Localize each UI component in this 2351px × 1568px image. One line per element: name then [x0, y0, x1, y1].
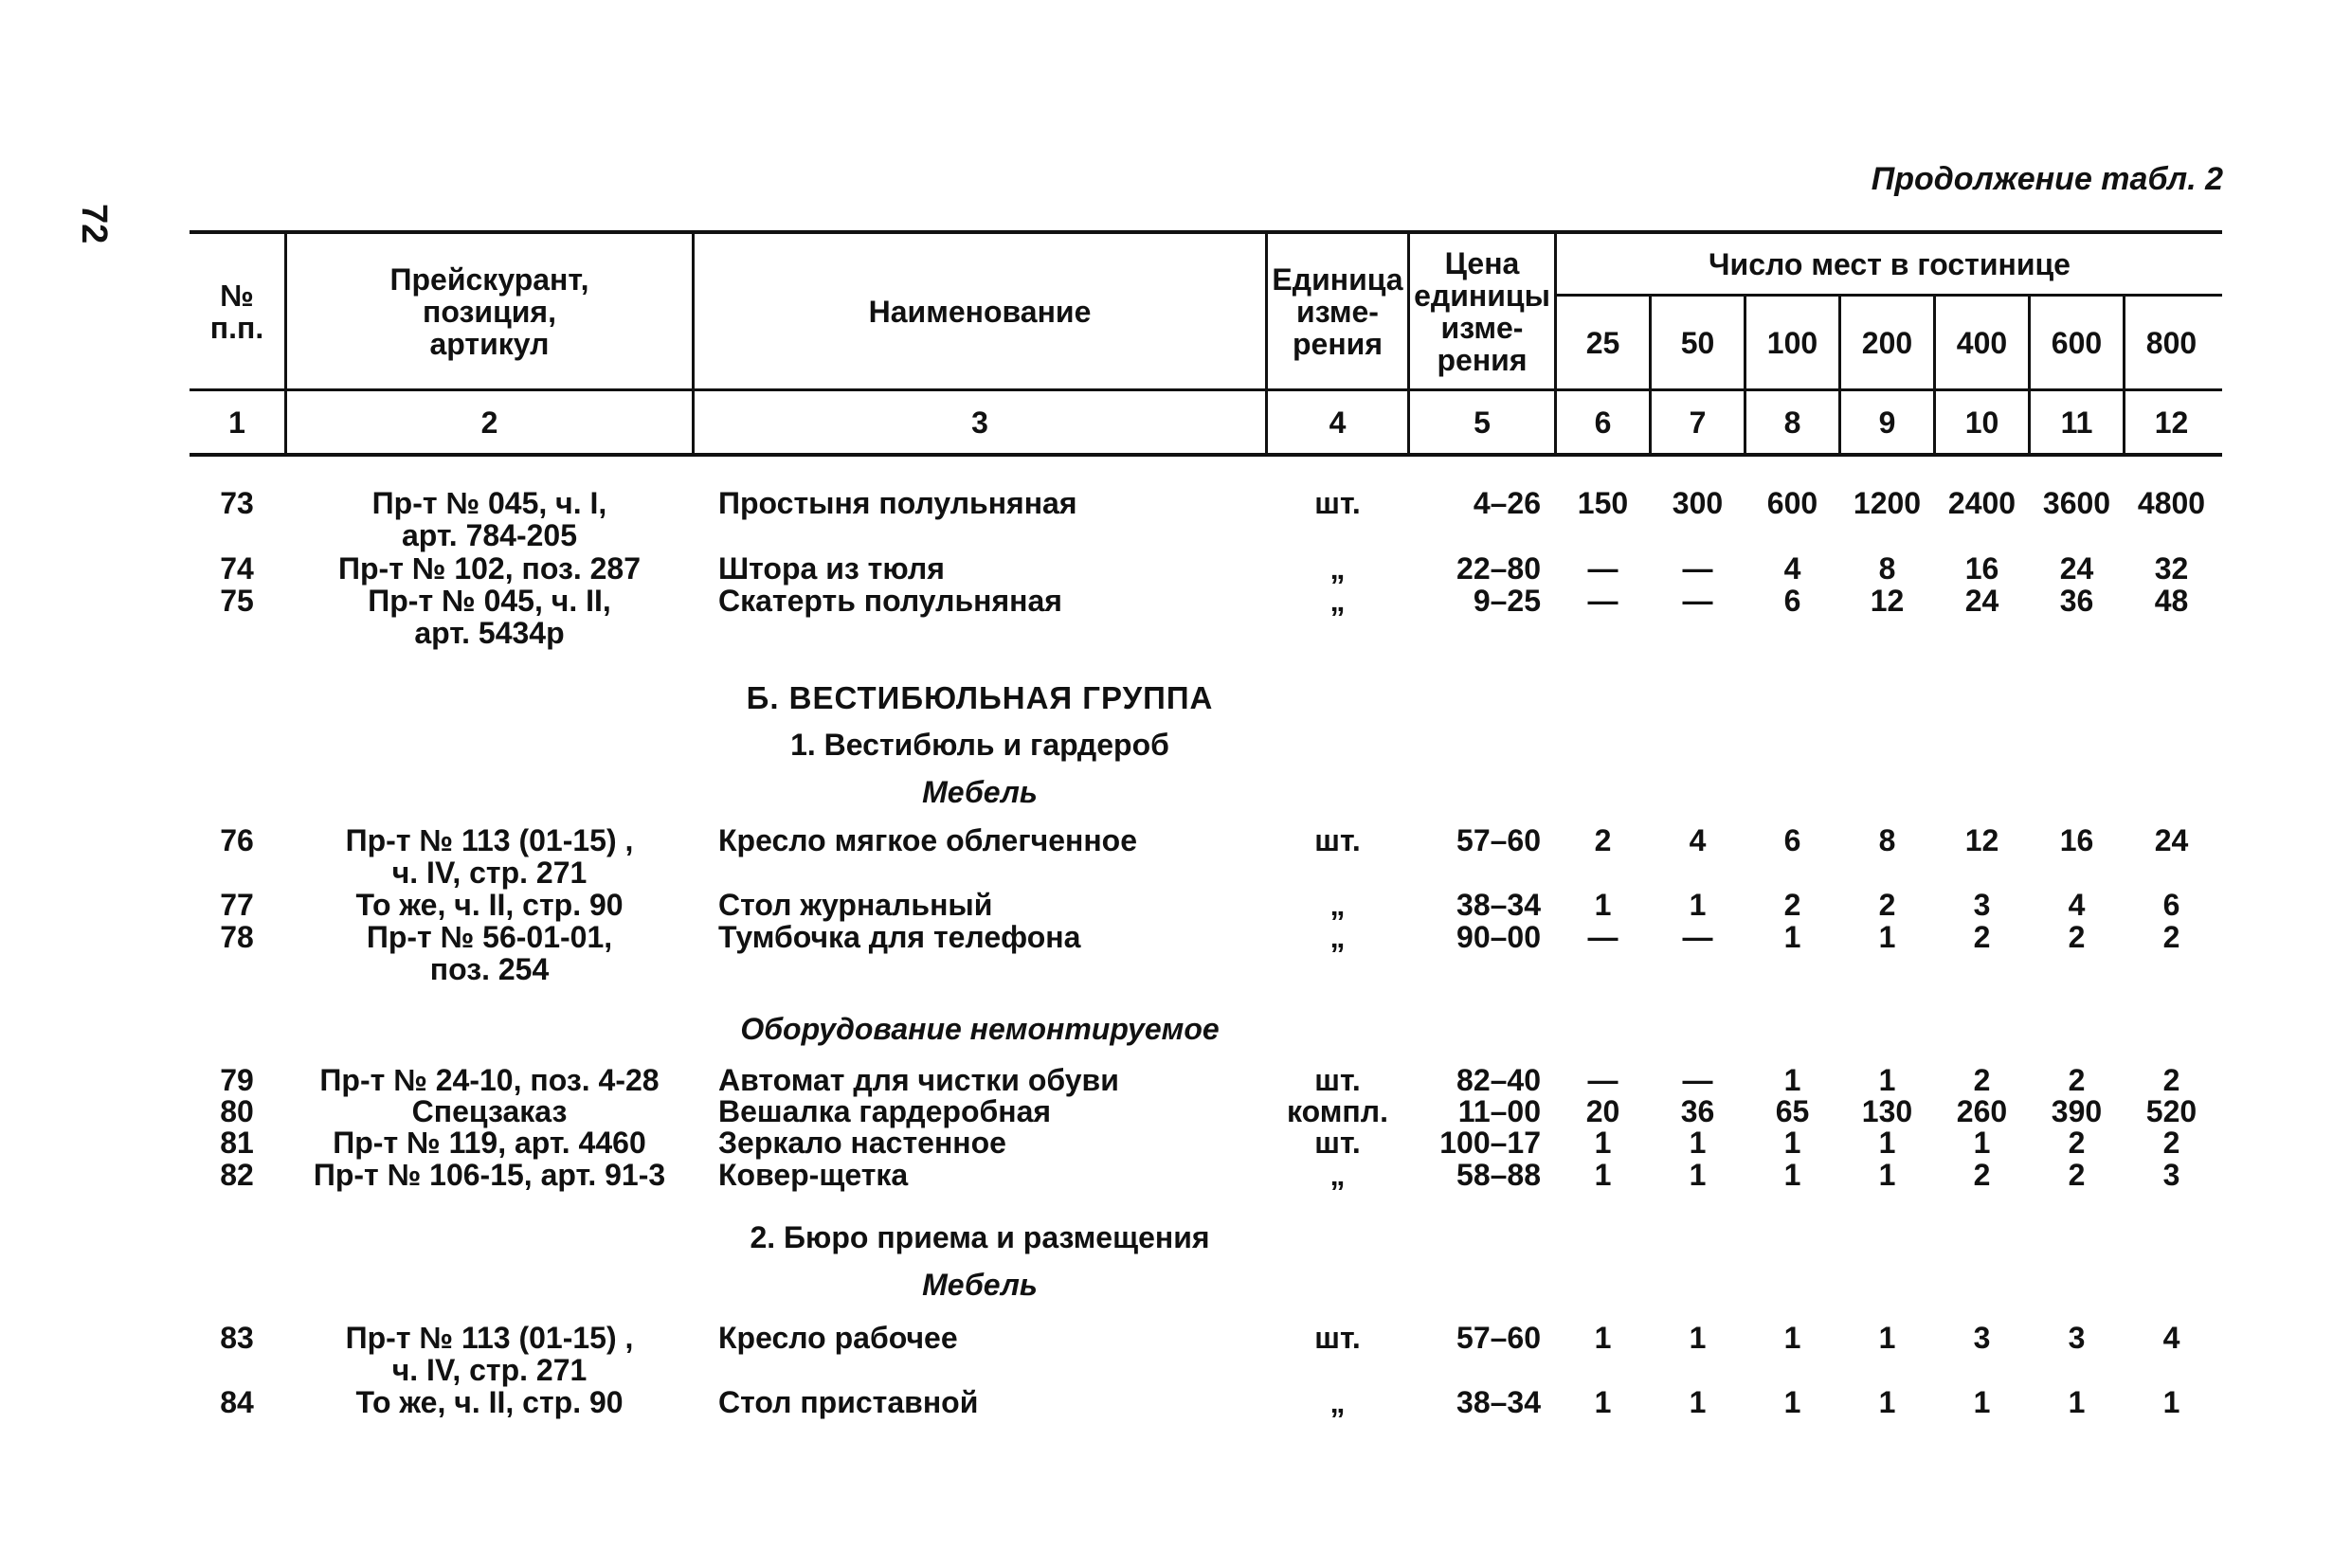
- column-number: 10: [1964, 405, 1999, 440]
- row-pricelist-ref: То же, ч. II, стр. 90: [355, 1385, 624, 1419]
- row-price: 57–60: [1456, 823, 1541, 857]
- row-number: 80: [220, 1094, 254, 1128]
- column-number: 4: [1329, 405, 1347, 440]
- section-b-title: Б. ВЕСТИБЮЛЬНАЯ ГРУППА: [746, 680, 1214, 715]
- row-number: 79: [220, 1063, 254, 1097]
- row-unit: „: [1329, 1158, 1346, 1192]
- row-qty-600: 3: [2068, 1321, 2086, 1355]
- row-price: 58–88: [1456, 1158, 1541, 1192]
- row-qty-800: 1: [2162, 1385, 2180, 1419]
- row-unit: шт.: [1314, 1063, 1361, 1097]
- header-pricelist: Прейскурант, позиция, артикул: [389, 261, 589, 361]
- row-qty-25: 1: [1594, 1385, 1612, 1419]
- row-item-name: Стол журнальный: [718, 888, 993, 922]
- row-pricelist-ref: Пр-т № 113 (01-15) , ч. IV, стр. 271: [345, 823, 634, 890]
- row-qty-100: 1: [1783, 1126, 1801, 1160]
- column-number: 1: [228, 405, 245, 440]
- row-qty-25: 150: [1577, 486, 1629, 520]
- row-qty-400: 2400: [1947, 486, 2016, 520]
- row-qty-600: 2: [2068, 920, 2086, 954]
- column-number: 6: [1594, 405, 1612, 440]
- row-qty-200: 2: [1878, 888, 1896, 922]
- row-qty-600: 4: [2068, 888, 2086, 922]
- row-unit: „: [1329, 551, 1346, 586]
- row-number: 74: [220, 551, 254, 586]
- row-unit: шт.: [1314, 1126, 1361, 1160]
- row-price: 4–26: [1473, 486, 1541, 520]
- column-number: 2: [480, 405, 498, 440]
- row-qty-400: 2: [1973, 920, 1991, 954]
- row-unit: шт.: [1314, 1321, 1361, 1355]
- header-places-50: 50: [1680, 325, 1715, 360]
- column-number: 8: [1783, 405, 1801, 440]
- row-qty-400: 1: [1973, 1126, 1991, 1160]
- header-places-200: 200: [1861, 325, 1913, 360]
- section-b1-title: 1. Вестибюль и гардероб: [790, 728, 1169, 762]
- page-number: 72: [74, 204, 114, 244]
- row-qty-400: 3: [1973, 1321, 1991, 1355]
- row-pricelist-ref: Пр-т № 113 (01-15) , ч. IV, стр. 271: [345, 1321, 634, 1387]
- section-b1-furniture: Мебель: [922, 775, 1038, 809]
- row-qty-50: —: [1682, 920, 1713, 954]
- row-qty-800: 520: [2145, 1094, 2197, 1128]
- row-qty-600: 24: [2059, 551, 2094, 586]
- row-price: 9–25: [1473, 584, 1541, 618]
- row-item-name: Ковер-щетка: [718, 1158, 909, 1192]
- row-item-name: Вешалка гардеробная: [718, 1094, 1052, 1128]
- row-qty-50: —: [1682, 551, 1713, 586]
- row-qty-200: 1: [1878, 1385, 1896, 1419]
- row-qty-25: 1: [1594, 888, 1612, 922]
- section-b2-title: 2. Бюро приема и размещения: [750, 1220, 1210, 1254]
- row-qty-100: 1: [1783, 1063, 1801, 1097]
- row-qty-100: 65: [1775, 1094, 1810, 1128]
- row-qty-200: 1: [1878, 1158, 1896, 1192]
- row-qty-600: 390: [2051, 1094, 2103, 1128]
- row-number: 83: [220, 1321, 254, 1355]
- row-qty-25: 1: [1594, 1321, 1612, 1355]
- row-qty-200: 12: [1870, 584, 1905, 618]
- row-qty-25: 1: [1594, 1158, 1612, 1192]
- table-caption: Продолжение табл. 2: [1871, 161, 2223, 197]
- header-places-title: Число мест в гостинице: [1709, 246, 2071, 281]
- section-b2-furniture: Мебель: [922, 1268, 1038, 1302]
- row-qty-100: 1: [1783, 1385, 1801, 1419]
- row-qty-50: 1: [1689, 888, 1707, 922]
- row-number: 75: [220, 584, 254, 618]
- row-qty-400: 2: [1973, 1158, 1991, 1192]
- row-qty-200: 8: [1878, 823, 1896, 857]
- row-qty-200: 1: [1878, 1063, 1896, 1097]
- row-qty-800: 32: [2154, 551, 2189, 586]
- row-qty-600: 2: [2068, 1063, 2086, 1097]
- row-qty-50: 300: [1672, 486, 1724, 520]
- row-unit: „: [1329, 584, 1346, 618]
- row-qty-400: 16: [1964, 551, 1999, 586]
- row-qty-600: 36: [2059, 584, 2094, 618]
- row-qty-800: 4: [2162, 1321, 2180, 1355]
- row-qty-600: 2: [2068, 1126, 2086, 1160]
- row-qty-50: 1: [1689, 1158, 1707, 1192]
- row-qty-100: 6: [1783, 584, 1801, 618]
- row-qty-400: 2: [1973, 1063, 1991, 1097]
- row-unit: „: [1329, 888, 1346, 922]
- colnum-bottom-rule: [190, 453, 2222, 457]
- row-qty-50: —: [1682, 584, 1713, 618]
- column-number: 5: [1474, 405, 1491, 440]
- row-qty-25: —: [1587, 1063, 1619, 1097]
- row-qty-800: 3: [2162, 1158, 2180, 1192]
- row-qty-400: 3: [1973, 888, 1991, 922]
- row-number: 81: [220, 1126, 254, 1160]
- row-qty-800: 2: [2162, 1063, 2180, 1097]
- column-number: 12: [2154, 405, 2189, 440]
- row-qty-25: —: [1587, 920, 1619, 954]
- row-number: 76: [220, 823, 254, 857]
- row-price: 22–80: [1456, 551, 1541, 586]
- row-qty-25: —: [1587, 584, 1619, 618]
- row-qty-800: 2: [2162, 1126, 2180, 1160]
- row-qty-400: 260: [1956, 1094, 2008, 1128]
- row-unit: шт.: [1314, 486, 1361, 520]
- row-qty-50: 4: [1689, 823, 1707, 857]
- row-number: 73: [220, 486, 254, 520]
- row-pricelist-ref: Пр-т № 045, ч. II, арт. 5434р: [368, 584, 611, 650]
- row-qty-50: 1: [1689, 1385, 1707, 1419]
- row-unit: шт.: [1314, 823, 1361, 857]
- row-qty-800: 4800: [2137, 486, 2206, 520]
- row-qty-50: —: [1682, 1063, 1713, 1097]
- row-item-name: Простыня полульняная: [718, 486, 1077, 520]
- row-qty-800: 6: [2162, 888, 2180, 922]
- row-qty-600: 16: [2059, 823, 2094, 857]
- row-price: 90–00: [1456, 920, 1541, 954]
- row-qty-25: 2: [1594, 823, 1612, 857]
- row-pricelist-ref: Пр-т № 106-15, арт. 91-3: [313, 1158, 666, 1192]
- row-item-name: Зеркало настенное: [718, 1126, 1006, 1160]
- row-pricelist-ref: Пр-т № 56-01-01, поз. 254: [366, 920, 613, 986]
- row-qty-800: 2: [2162, 920, 2180, 954]
- row-item-name: Скатерть полульняная: [718, 584, 1062, 618]
- row-qty-400: 1: [1973, 1385, 1991, 1419]
- row-qty-50: 1: [1689, 1321, 1707, 1355]
- row-number: 82: [220, 1158, 254, 1192]
- row-qty-100: 1: [1783, 1158, 1801, 1192]
- row-qty-100: 1: [1783, 1321, 1801, 1355]
- row-qty-50: 36: [1680, 1094, 1715, 1128]
- row-qty-800: 24: [2154, 823, 2189, 857]
- row-qty-600: 3600: [2042, 486, 2111, 520]
- row-price: 38–34: [1456, 888, 1541, 922]
- row-item-name: Кресло рабочее: [718, 1321, 958, 1355]
- row-qty-200: 1: [1878, 920, 1896, 954]
- row-number: 78: [220, 920, 254, 954]
- row-item-name: Штора из тюля: [718, 551, 945, 586]
- row-pricelist-ref: Пр-т № 119, арт. 4460: [333, 1126, 646, 1160]
- column-number: 7: [1689, 405, 1707, 440]
- header-price: Цена единицы изме- рения: [1414, 245, 1550, 377]
- header-places-600: 600: [2051, 325, 2103, 360]
- row-pricelist-ref: Пр-т № 102, поз. 287: [337, 551, 642, 586]
- row-qty-800: 48: [2154, 584, 2189, 618]
- header-places-400: 400: [1956, 325, 2008, 360]
- row-price: 38–34: [1456, 1385, 1541, 1419]
- row-unit: „: [1329, 920, 1346, 954]
- row-qty-25: 1: [1594, 1126, 1612, 1160]
- row-unit: компл.: [1287, 1094, 1388, 1128]
- section-b1-equipment: Оборудование немонтируемое: [740, 1012, 1220, 1046]
- row-pricelist-ref: Пр-т № 045, ч. I, арт. 784-205: [371, 486, 607, 552]
- row-qty-100: 6: [1783, 823, 1801, 857]
- row-qty-25: 20: [1585, 1094, 1620, 1128]
- row-qty-100: 1: [1783, 920, 1801, 954]
- header-num: № п.п.: [209, 278, 264, 345]
- row-qty-25: —: [1587, 551, 1619, 586]
- row-pricelist-ref: То же, ч. II, стр. 90: [355, 888, 624, 922]
- row-pricelist-ref: Пр-т № 24-10, поз. 4-28: [319, 1063, 660, 1097]
- row-qty-200: 1: [1878, 1321, 1896, 1355]
- row-qty-100: 600: [1766, 486, 1818, 520]
- header-places-25: 25: [1585, 325, 1620, 360]
- row-qty-600: 1: [2068, 1385, 2086, 1419]
- header-name: Наименование: [868, 294, 1092, 329]
- row-qty-400: 24: [1964, 584, 1999, 618]
- row-number: 77: [220, 888, 254, 922]
- column-number: 3: [971, 405, 988, 440]
- row-qty-400: 12: [1964, 823, 1999, 857]
- header-places-100: 100: [1766, 325, 1818, 360]
- row-qty-200: 130: [1861, 1094, 1913, 1128]
- row-qty-200: 1200: [1853, 486, 1922, 520]
- column-number: 11: [2060, 405, 2093, 440]
- row-item-name: Тумбочка для телефона: [718, 920, 1081, 954]
- row-price: 57–60: [1456, 1321, 1541, 1355]
- row-price: 100–17: [1439, 1126, 1541, 1160]
- row-qty-600: 2: [2068, 1158, 2086, 1192]
- row-pricelist-ref: Спецзаказ: [411, 1094, 568, 1128]
- row-qty-200: 8: [1878, 551, 1896, 586]
- row-item-name: Кресло мягкое облегченное: [718, 823, 1138, 857]
- row-qty-200: 1: [1878, 1126, 1896, 1160]
- row-unit: „: [1329, 1385, 1346, 1419]
- header-unit: Единица изме- рения: [1272, 261, 1403, 361]
- row-price: 11–00: [1457, 1094, 1541, 1128]
- row-number: 84: [220, 1385, 254, 1419]
- row-qty-50: 1: [1689, 1126, 1707, 1160]
- row-item-name: Стол приставной: [718, 1385, 979, 1419]
- row-qty-100: 2: [1783, 888, 1801, 922]
- row-item-name: Автомат для чистки обуви: [718, 1063, 1119, 1097]
- row-price: 82–40: [1456, 1063, 1541, 1097]
- header-places-800: 800: [2145, 325, 2197, 360]
- row-qty-100: 4: [1783, 551, 1801, 586]
- column-number: 9: [1878, 405, 1896, 440]
